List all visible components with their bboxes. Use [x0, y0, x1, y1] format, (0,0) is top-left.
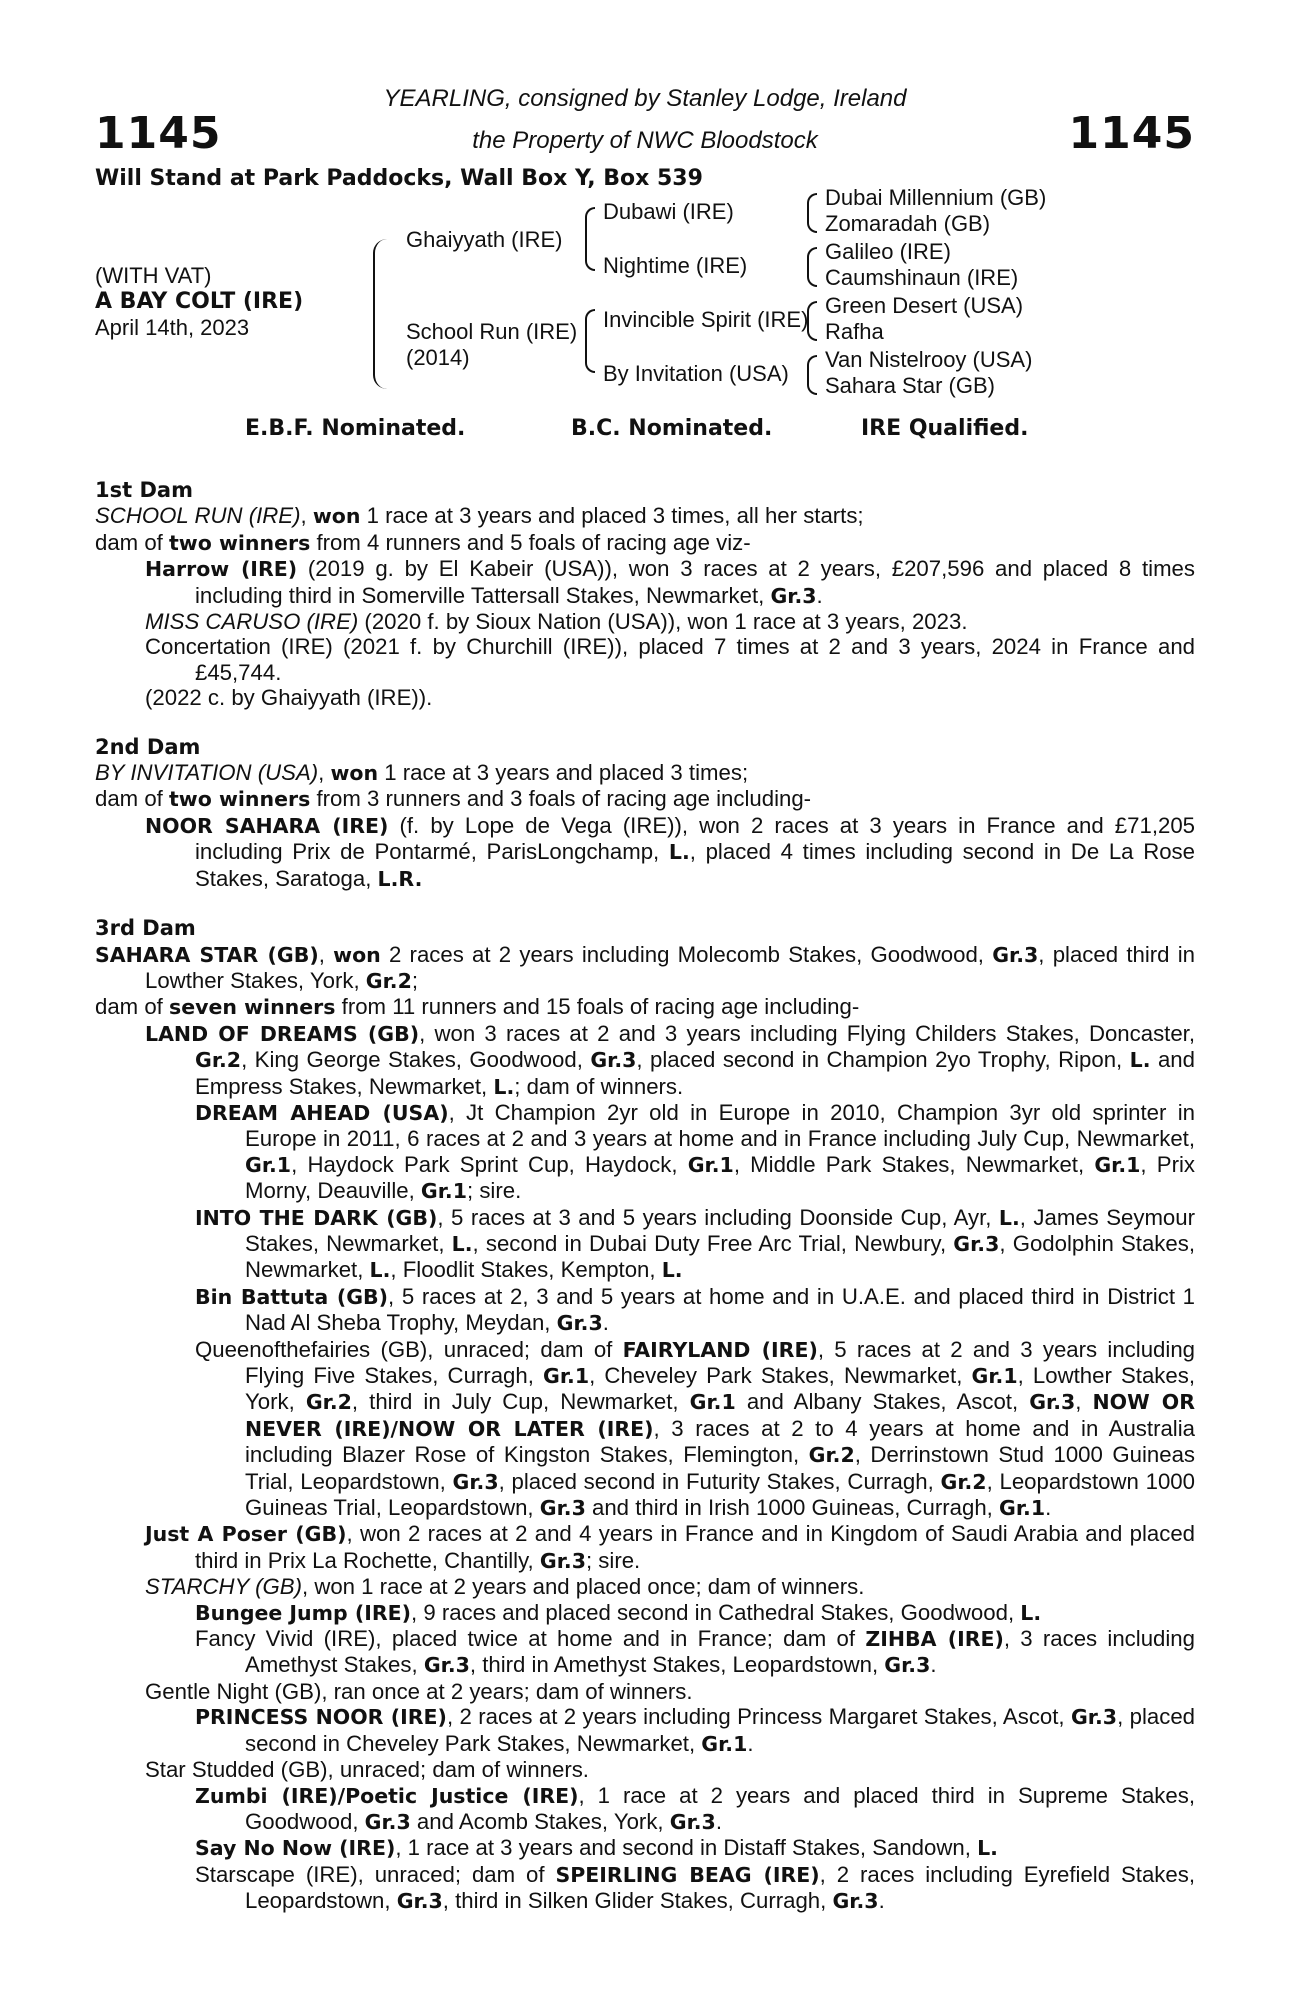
third-dam-heading: 3rd Dam	[95, 916, 196, 941]
second-dam-produce-intro: dam of two winners from 3 runners and 3 foals of racing age including-	[95, 786, 812, 812]
sire-brace	[585, 207, 595, 271]
pedigree-brace-main	[373, 239, 387, 389]
property-line: the Property of NWC Bloodstock	[472, 127, 818, 154]
produce-queenofthefairies: Queenofthefairies (GB), unraced; dam of FAIRYLAND (IRE), 5 races at 2 and 3 years including Flying Five Stakes, Curragh, Gr.1, Cheveley Park Stakes, Newmarket, Gr.1, Lowther Stakes, York, Gr.2, third in July Cup, Newmarket, Gr.1 and Albany Stakes, Ascot, Gr.3, NOW OR NEVER (IRE)/NOW OR LATER (IRE), 3 races at 2 to 4 years at home and in Australia including Blazer Rose of Kingston Stakes, Flemington, Gr.2, Derrinstown Stud 1000 Guineas Trial, Leopardstown, Gr.3, placed second in Futurity Stakes, Curragh, Gr.2, Leopardstown 1000 Guineas Trial, Leopardstown, Gr.3 and third in Irish 1000 Guineas, Curragh, Gr.1.	[195, 1336, 1195, 1521]
produce-fancy-vivid: Fancy Vivid (IRE), placed twice at home and in France; dam of ZIHBA (IRE), 3 races including Amethyst Stakes, Gr.3, third in Amethyst Stakes, Leopardstown, Gr.3.	[195, 1626, 1195, 1678]
third-dam-produce-intro: dam of seven winners from 11 runners and 15 foals of racing age including-	[95, 994, 860, 1020]
produce-noor-sahara: NOOR SAHARA (IRE) (f. by Lope de Vega (IRE)), won 2 races at 3 years in France and £71,205 including Prix de Pontarmé, ParisLongchamp, L., placed 4 times including second in De La Rose Stakes, Saratoga, L.R.	[145, 812, 1196, 891]
first-dam-heading: 1st Dam	[95, 478, 193, 502]
g3-rafha: Rafha	[825, 319, 884, 344]
produce-land-of-dreams: LAND OF DREAMS (GB), won 3 races at 2 and 3 years including Flying Childers Stakes, Doncaster, Gr.2, King George Stakes, Goodwood, Gr.3, placed second in Champion 2yo Trophy, Ripon, L. and Empress Stakes, Newmarket, L.; dam of winners.	[145, 1020, 1196, 1099]
third-dam-text: SAHARA STAR (GB), won 2 races at 2 years including Molecomb Stakes, Goodwood, Gr.3, placed third in Lowther Stakes, York, Gr.2;	[95, 941, 1195, 993]
second-dam-section	[95, 735, 1195, 892]
dam: School Run (IRE)	[406, 319, 578, 344]
sire-sire: Dubawi (IRE)	[603, 199, 734, 224]
produce-starscape: Starscape (IRE), unraced; dam of SPEIRLING BEAG (IRE), 2 races including Eyrefield Stakes, Leopardstown, Gr.3, third in Silken Glider Stakes, Curragh, Gr.3.	[195, 1861, 1195, 1914]
g3-van-nistelrooy: Van Nistelrooy (USA)	[825, 347, 1033, 372]
consignor-line: YEARLING, consigned by Stanley Lodge, Ireland	[383, 85, 907, 112]
produce-starchy: STARCHY (GB), won 1 race at 2 years and placed once; dam of winners.	[145, 1574, 865, 1600]
dam-sire: Invincible Spirit (IRE)	[603, 307, 809, 332]
g3-dubai-millennium: Dubai Millennium (GB)	[825, 185, 1047, 210]
produce-bungee-jump: Bungee Jump (IRE), 9 races and placed second in Cathedral Stakes, Goodwood, L.	[195, 1599, 1042, 1625]
page-header	[95, 78, 1195, 159]
foaling-date: April 14th, 2023	[95, 315, 250, 340]
vat-note: (WITH VAT)	[95, 263, 212, 288]
second-dam-heading: 2nd Dam	[95, 734, 201, 759]
catalogue-page	[95, 78, 1195, 1915]
g3-green-desert: Green Desert (USA)	[825, 293, 1024, 318]
first-dam-text: SCHOOL RUN (IRE), won 1 race at 3 years and placed 3 times, all her starts;	[95, 503, 864, 529]
produce-star-studded: Star Studded (GB), unraced; dam of winners.	[145, 1757, 589, 1783]
dam-dam: By Invitation (USA)	[603, 361, 789, 386]
g3-zomaradah: Zomaradah (GB)	[825, 211, 991, 236]
produce-zumbi: Zumbi (IRE)/Poetic Justice (IRE), 1 race at 2 years and placed third in Supreme Stakes, Goodwood, Gr.3 and Acomb Stakes, York, Gr.3.	[195, 1782, 1195, 1834]
produce-concertation: Concertation (IRE) (2021 f. by Churchill (IRE)), placed 7 times at 2 and 3 years, 2024 in France and £45,744.	[145, 634, 1195, 685]
lot-name: A BAY COLT (IRE)	[95, 289, 304, 314]
produce-just-a-poser: Just A Poser (GB), won 2 races at 2 and 4 years in France and in Kingdom of Saudi Arabia and placed third in Prix La Rochette, Chantilly, Gr.3; sire.	[145, 1521, 1196, 1573]
ebf-nominated: E.B.F. Nominated.	[245, 416, 466, 441]
produce-harrow: Harrow (IRE) (2019 g. by El Kabeir (USA)), won 3 races at 2 years, £207,596 and placed 8 times including third in Somerville Tattersall Stakes, Newmarket, Gr.3.	[145, 556, 1195, 608]
brace-ds	[807, 301, 817, 341]
produce-dream-ahead: DREAM AHEAD (USA), Jt Champion 2yr old in Europe in 2010, Champion 3yr old sprinter in Europe in 2011, 6 races at 2 and 3 years at home and in France including July Cup, Newmarket, Gr.1, Haydock Park Sprint Cup, Haydock, Gr.1, Middle Park Stakes, Newmarket, Gr.1, Prix Morny, Deauville, Gr.1; sire.	[195, 1099, 1195, 1204]
third-dam-section	[95, 916, 1195, 1914]
produce-gentle-night: Gentle Night (GB), ran once at 2 years; dam of winners.	[145, 1678, 693, 1704]
produce-princess-noor: PRINCESS NOOR (IRE), 2 races at 2 years including Princess Margaret Stakes, Ascot, Gr.3, placed second in Cheveley Park Stakes, Newmarket, Gr.1.	[195, 1704, 1196, 1756]
g3-galileo: Galileo (IRE)	[825, 239, 951, 264]
first-dam-section	[95, 478, 1195, 711]
dam-year: (2014)	[406, 345, 470, 370]
lot-number-right: 1145	[1068, 108, 1195, 159]
produce-miss-caruso: MISS CARUSO (IRE) (2020 f. by Sioux Nation (USA)), won 1 race at 3 years, 2023.	[145, 609, 968, 635]
ire-qualified: IRE Qualified.	[861, 416, 1029, 441]
lot-number-left: 1145	[95, 108, 222, 159]
sire-dam: Nightime (IRE)	[603, 253, 748, 278]
produce-2022-colt: (2022 c. by Ghaiyyath (IRE)).	[145, 685, 433, 711]
g3-caumshinaun: Caumshinaun (IRE)	[825, 265, 1019, 290]
consignor-block	[95, 78, 1195, 162]
stand-location: Will Stand at Park Paddocks, Wall Box Y, Box 539	[95, 166, 703, 191]
produce-into-the-dark: INTO THE DARK (GB), 5 races at 3 and 5 years including Doonside Cup, Ayr, L., James Seymour Stakes, Newmarket, L., second in Dubai Duty Free Arc Trial, Newbury, Gr.3, Godolphin Stakes, Newmarket, L., Floodlit Stakes, Kempton, L.	[195, 1204, 1195, 1283]
produce-bin-battuta: Bin Battuta (GB), 5 races at 2, 3 and 5 years at home and in U.A.E. and placed third in District 1 Nad Al Sheba Trophy, Meydan, Gr.3.	[195, 1283, 1195, 1336]
dam-brace	[585, 309, 595, 373]
second-dam-text: BY INVITATION (USA), won 1 race at 3 years and placed 3 times;	[95, 760, 749, 786]
pedigree-table	[95, 185, 1195, 402]
g3-sahara-star: Sahara Star (GB)	[825, 373, 995, 398]
brace-ss	[807, 193, 817, 233]
sire: Ghaiyyath (IRE)	[406, 227, 563, 252]
bc-nominated: B.C. Nominated.	[571, 416, 773, 441]
brace-dd	[807, 355, 817, 395]
produce-say-no-now: Say No Now (IRE), 1 race at 3 years and second in Distaff Stakes, Sandown, L.	[195, 1835, 998, 1861]
brace-sd	[807, 247, 817, 287]
first-dam-produce-intro: dam of two winners from 4 runners and 5 foals of racing age viz-	[95, 529, 751, 555]
nominations	[95, 406, 1195, 454]
